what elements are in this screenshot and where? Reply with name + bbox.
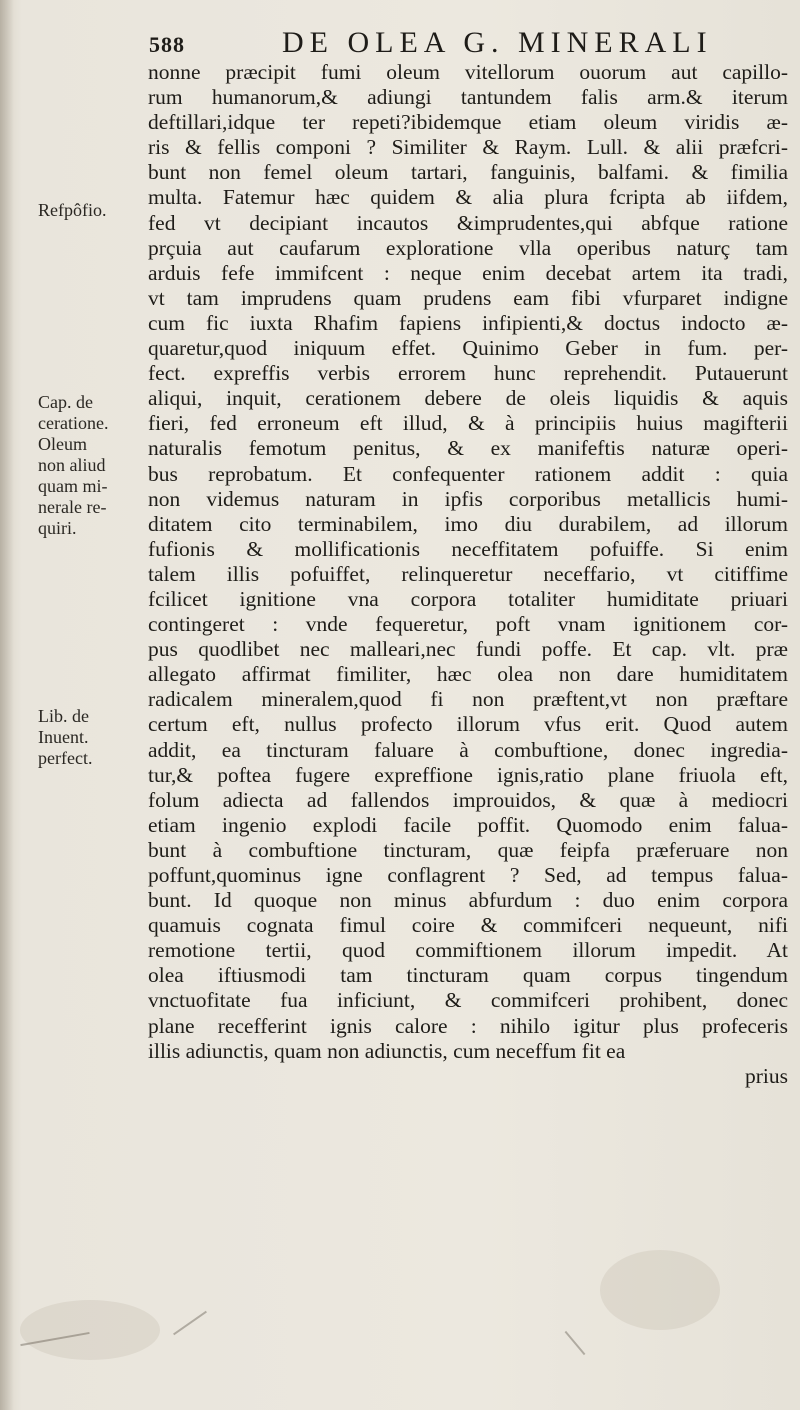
pencil-mark (565, 1331, 586, 1355)
text-line: bus reprobatum. Et confequenter rationem addit : quia (148, 461, 788, 486)
margin-note-line: Inuent. (38, 727, 89, 747)
text-line: deftillari,idque ter repeti?ibidemque etiam oleum viridis æ- (148, 110, 788, 135)
text-line: remotione tertii, quod commiftionem illorum impedit. At (148, 938, 788, 963)
page-header (145, 18, 785, 62)
text-line: ditatem cito terminabilem, imo diu durabilem, ad illorum (148, 511, 788, 536)
text-line: naturalis femotum penitus, & ex manifeftis naturæ operi- (148, 436, 788, 461)
text-line: bunt non femel oleum tartari, fanguinis, balfami. & fimilia (148, 160, 788, 185)
text-line: multa. Fatemur hæc quidem & alia plura fcripta ab iifdem, (148, 185, 788, 210)
margin-note-respondeo (38, 200, 143, 221)
margin-note-line: Oleum (38, 434, 87, 454)
text-line: bunt à combuftione tincturam, quæ feipfa præferuare non (148, 837, 788, 862)
text-line: pus quodlibet nec malleari,nec fundi poffe. Et cap. vlt. præ (148, 637, 788, 662)
text-line: fed vt decipiant incautos &imprudentes,qui abfque ratione (148, 210, 788, 235)
text-line: etiam ingenio explodi facile poffit. Quomodo enim falua- (148, 812, 788, 837)
text-line: bunt. Id quoque non minus abfurdum : duo enim corpora (148, 888, 788, 913)
text-line: arduis fefe immifcent : neque enim decebat artem ita tradi, (148, 260, 788, 285)
text-line: tur,& poftea fugere expreffione ignis,ratio plane friuola eft, (148, 762, 788, 787)
margin-note-inuent (38, 706, 143, 769)
gutter-shadow (0, 0, 14, 1410)
margin-note-line: Cap. de (38, 392, 93, 412)
text-line: quamuis cognata fimul coire & commifceri nequeunt, nifi (148, 913, 788, 938)
paper-stain (20, 1300, 160, 1360)
text-line: cum fic iuxta Rhafim fapiens infipienti,& doctus indocto æ- (148, 310, 788, 335)
text-line: poffunt,quominus igne conflagrent ? Sed, ad tempus falua- (148, 863, 788, 887)
text-line: prçuia aut caufarum exploratione vlla operibus naturç tam (148, 235, 788, 260)
text-line: contingeret : vnde fequeretur, poft vnam ignitionem cor- (148, 612, 788, 637)
margin-note-line: perfect. (38, 748, 93, 768)
text-line: plane recefferint ignis calore : nihilo igitur plus profeceris (148, 1013, 788, 1038)
running-head: DE OLEA G. MINERALI (282, 26, 713, 59)
text-line: non videmus naturam in ipfis corporibus metallicis humi- (148, 486, 788, 511)
text-line: olea iftiusmodi tam tincturam quam corpus tingendum (148, 963, 788, 988)
margin-note-line: quam mi- (38, 476, 108, 496)
text-line: folum adiecta ad fallendos improuidos, & quæ à mediocri (148, 787, 788, 812)
text-line: allegato affirmat fimiliter, hæc olea non dare humiditatem (148, 662, 788, 687)
text-line: vt tam imprudens quam prudens eam fibi vfurparet indigne (148, 285, 788, 310)
text-line: radicalem mineralem,quod fi non præftent,vt non præftare (148, 687, 788, 712)
text-line: ris & fellis componi ? Similiter & Raym. Lull. & alii præfcri- (148, 135, 788, 160)
text-line: fieri, fed erroneum eft illud, & à principiis huius magifterii (148, 411, 788, 436)
text-line: talem illis pofuiffet, relinqueretur neceffario, vt citiffime (148, 561, 788, 586)
catchword: prius (745, 1063, 788, 1088)
margin-note-line: nerale re- (38, 497, 107, 517)
margin-note-line: Refpôfio. (38, 200, 107, 220)
text-line: nonne præcipit fumi oleum vitellorum ouorum aut capillo- (148, 60, 788, 84)
text-line: fufionis & mollificationis neceffitatem pofuiffe. Si enim (148, 536, 788, 561)
margin-note-line: non aliud (38, 455, 106, 475)
text-line: illis adiunctis, quam non adiunctis, cum neceffum fit ea (148, 1038, 626, 1063)
text-line: aliqui, inquit, cerationem debere de oleis liquidis & aquis (148, 386, 788, 411)
margin-note-line: ceratione. (38, 413, 109, 433)
page-number: 588 (149, 32, 185, 57)
text-line: vnctuofitate fua inficiunt, & commifceri prohibent, donec (148, 988, 788, 1013)
margin-note-ceratione (38, 392, 143, 539)
paper-stain (600, 1250, 720, 1330)
text-line: rum humanorum,& adiungi tantundem falis arm.& iterum (148, 85, 788, 110)
text-line: fcilicet ignitione vna corpora totaliter humiditate priuari (148, 586, 788, 611)
margin-note-line: quiri. (38, 518, 77, 538)
text-line: fect. expreffis verbis errorem hunc reprehendit. Putauerunt (148, 361, 788, 386)
text-line: quaretur,quod iniquum effet. Quinimo Geber in fum. per- (148, 336, 788, 361)
pencil-mark (173, 1311, 207, 1336)
margin-note-line: Lib. de (38, 706, 89, 726)
text-line: certum eft, nullus profecto illorum vfus erit. Quod autem (148, 712, 788, 737)
text-line: addit, ea tincturam faluare à combuftione, donec ingredia- (148, 737, 788, 762)
body-text (148, 60, 788, 1089)
